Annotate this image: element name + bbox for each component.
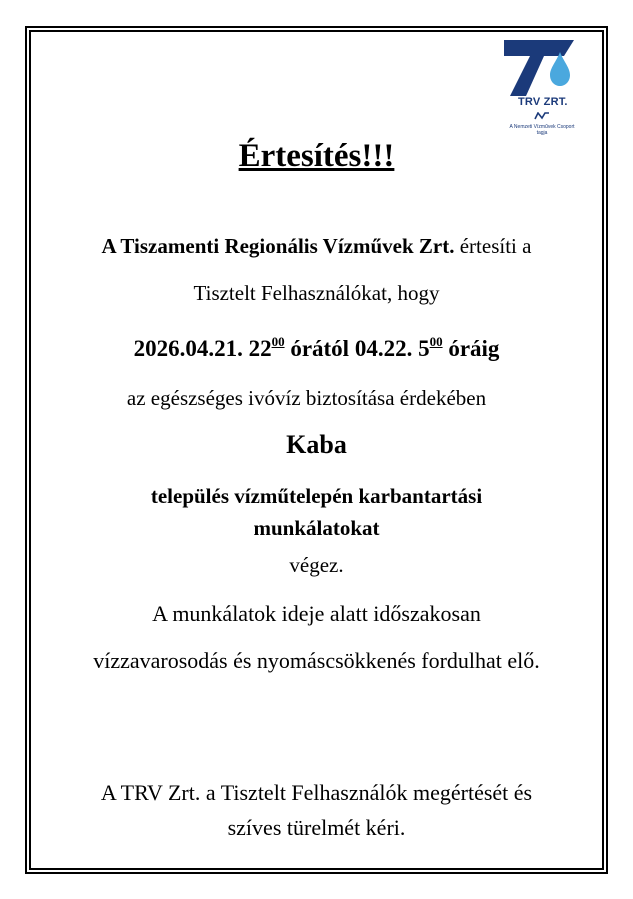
intro-rest: értesíti a [454, 234, 532, 258]
trv-logo-mark-icon [500, 38, 584, 100]
work-line-2: munkálatokat [253, 516, 380, 540]
date-end: óráig [442, 336, 500, 361]
closing-line-2: szíves türelmét kéri. [227, 815, 406, 840]
warning-line-2: vízzavarosodás és nyomáscsökkenés fordulhat elő. [93, 648, 540, 673]
logo-tagline: A Nemzeti Vízművek Csoport tagja [509, 124, 575, 136]
date-range [30, 336, 603, 362]
purpose-line: az egészséges ivóvíz biztosítása érdekében [126, 386, 487, 410]
town-name: Kaba [286, 430, 347, 459]
date-start-minutes: 00 [271, 334, 285, 349]
date-mid: órától 04.22. 5 [284, 336, 430, 361]
intro-line-1 [30, 234, 603, 259]
closing-line-1: A TRV Zrt. a Tisztelt Felhasználók megértését és [100, 780, 533, 805]
work-line-1: település vízműtelepén karbantartási [150, 484, 483, 508]
company-name: A Tiszamenti Regionális Vízművek Zrt. [101, 234, 455, 258]
warning-line-1: A munkálatok ideje alatt időszakosan [152, 601, 481, 626]
intro-line-2: Tisztelt Felhasználókat, hogy [193, 281, 440, 305]
date-end-minutes: 00 [429, 334, 443, 349]
date-start: 2026.04.21. 22 [133, 336, 272, 361]
nv-mark-icon [534, 112, 550, 120]
trv-logo [500, 38, 584, 142]
notice-title: Értesítés!!! [238, 138, 395, 174]
verb-line: végez. [289, 553, 344, 577]
logo-brand-text: TRV ZRT. [518, 96, 568, 108]
